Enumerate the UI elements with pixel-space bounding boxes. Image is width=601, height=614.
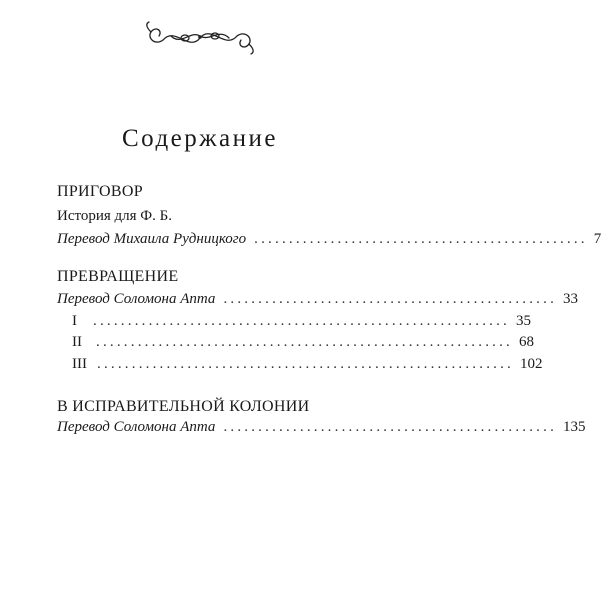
toc-entry-label: Перевод Соломона Апта xyxy=(57,291,216,307)
toc-entry[interactable] xyxy=(57,419,586,436)
toc-entry-page: 102 xyxy=(520,356,543,372)
flourish-ornament-icon xyxy=(141,16,259,56)
section-subtitle: История для Ф. Б. xyxy=(57,208,173,224)
leader-dots: ................................................ xyxy=(223,419,558,435)
toc-entry[interactable] xyxy=(72,334,534,351)
section-heading-v-ispravitelnoy-kolonii: В ИСПРАВИТЕЛЬНОЙ КОЛОНИИ xyxy=(57,398,310,415)
toc-entry-page: 35 xyxy=(516,313,531,329)
leader-dots: ............................................................ xyxy=(96,334,513,350)
leader-dots: ............................................................ xyxy=(93,313,510,329)
toc-entry-page: 68 xyxy=(519,334,534,350)
leader-dots: ................................................ xyxy=(254,231,588,247)
toc-entry[interactable] xyxy=(57,231,601,248)
leader-dots: ................................................ xyxy=(223,291,558,307)
section-heading-prevrashchenie: ПРЕВРАЩЕНИЕ xyxy=(57,268,179,285)
toc-entry-page: 7 xyxy=(593,231,601,247)
leader-dots: ............................................................ xyxy=(97,356,514,372)
toc-entry[interactable] xyxy=(57,291,579,308)
toc-entry-page: 135 xyxy=(563,419,586,435)
toc-entry-label: II xyxy=(72,334,82,350)
toc-entry[interactable] xyxy=(72,313,531,330)
toc-entry-label: III xyxy=(72,356,87,372)
toc-entry-label: Перевод Михаила Рудницкого xyxy=(57,231,247,247)
page-title: Содержание xyxy=(122,125,278,152)
toc-entry-page: 33 xyxy=(563,291,579,307)
toc-entry[interactable] xyxy=(72,356,543,373)
toc-entry-label: Перевод Соломона Апта xyxy=(57,419,216,435)
section-heading-prigovor: ПРИГОВОР xyxy=(57,183,143,200)
toc-entry-label: I xyxy=(72,313,77,329)
